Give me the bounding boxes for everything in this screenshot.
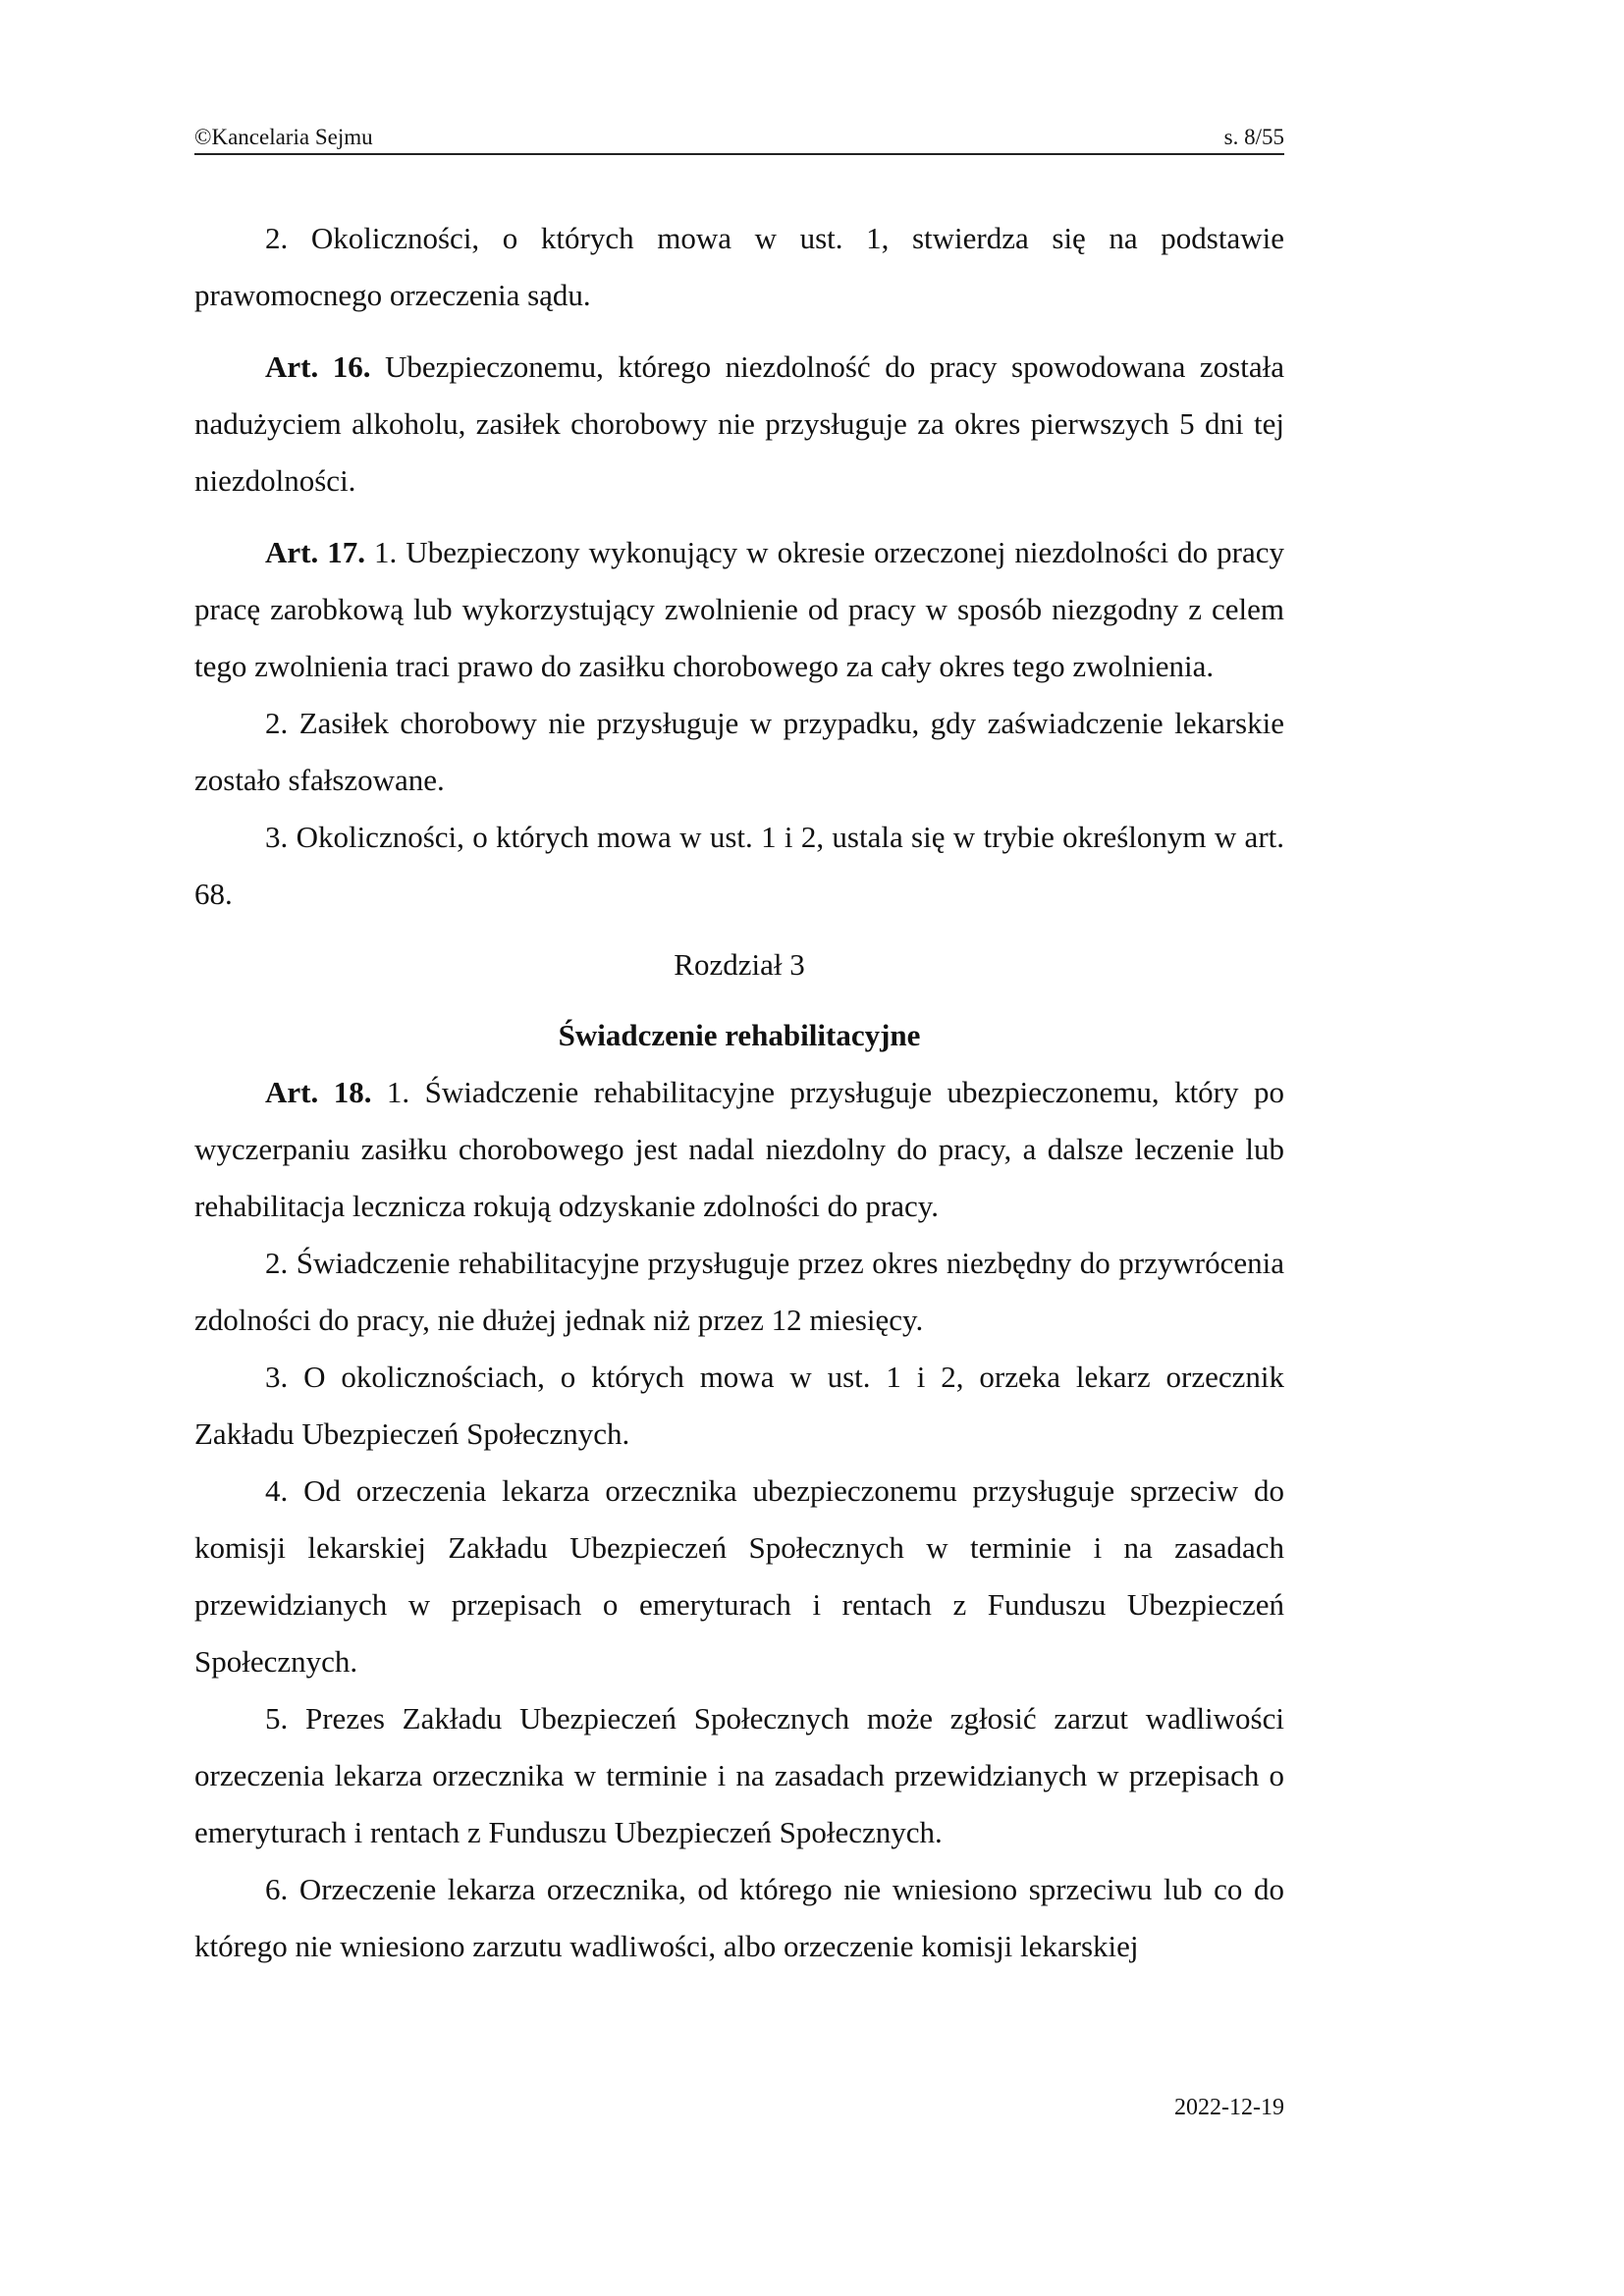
header-publisher: ©Kancelaria Sejmu bbox=[194, 125, 373, 149]
paragraph-text: 1. Ubezpieczony wykonujący w okresie orzeczonej niezdolności do pracy pracę zarobkową lub wykorzystujący zwolnienie od pracy w sposób niezgodny z celem tego zwolnienia traci prawo do zasiłku chorobowego za cały okres tego zwolnienia. bbox=[194, 535, 1284, 683]
paragraph bbox=[194, 1349, 1284, 1463]
paragraph-text: 1. Świadczenie rehabilitacyjne przysługuje ubezpieczonemu, który po wyczerpaniu zasiłku chorobowego jest nadal niezdolny do pracy, a dalsze leczenie lub rehabilitacja lecznicza rokują odzyskanie zdolności do pracy. bbox=[194, 1075, 1284, 1223]
paragraph-text: 4. Od orzeczenia lekarza orzecznika ubezpieczonemu przysługuje sprzeciw do komisji lekarskiej Zakładu Ubezpieczeń Społecznych w terminie i na zasadach przewidzianych w przepisach o emeryturach i rentach z Funduszu Ubezpieczeń Społecznych. bbox=[194, 1473, 1284, 1679]
paragraph-text: 6. Orzeczenie lekarza orzecznika, od którego nie wniesiono sprzeciwu lub co do którego nie wniesiono zarzutu wadliwości, albo orzeczenie komisji lekarskiej bbox=[194, 1872, 1284, 1963]
paragraph bbox=[194, 1861, 1284, 1975]
chapter-number: Rozdział 3 bbox=[674, 947, 805, 982]
paragraph bbox=[194, 1463, 1284, 1690]
article-label: Art. 18. bbox=[265, 1075, 372, 1109]
paragraph-art-16 bbox=[194, 339, 1284, 509]
chapter-title: Świadczenie rehabilitacyjne bbox=[558, 1018, 921, 1052]
document-body bbox=[194, 210, 1284, 1975]
paragraph bbox=[194, 809, 1284, 923]
footer-date: 2022-12-19 bbox=[1174, 2095, 1284, 2120]
paragraph bbox=[194, 210, 1284, 324]
paragraph bbox=[194, 695, 1284, 809]
article-label: Art. 16. bbox=[265, 349, 371, 384]
paragraph-text: 2. Zasiłek chorobowy nie przysługuje w przypadku, gdy zaświadczenie lekarskie zostało sfałszowane. bbox=[194, 706, 1284, 797]
header-page-number: s. 8/55 bbox=[1223, 125, 1284, 149]
paragraph-text: 3. Okoliczności, o których mowa w ust. 1 i 2, ustala się w trybie określonym w art. 68. bbox=[194, 820, 1284, 911]
article-label: Art. 17. bbox=[265, 535, 365, 569]
paragraph-art-18 bbox=[194, 1064, 1284, 1235]
paragraph-art-17 bbox=[194, 524, 1284, 695]
paragraph bbox=[194, 1235, 1284, 1349]
paragraph-text: 2. Okoliczności, o których mowa w ust. 1, stwierdza się na podstawie prawomocnego orzeczenia sądu. bbox=[194, 221, 1284, 312]
paragraph bbox=[194, 1690, 1284, 1861]
paragraph-text: 5. Prezes Zakładu Ubezpieczeń Społecznych może zgłosić zarzut wadliwości orzeczenia lekarza orzecznika w terminie i na zasadach przewidzianych w przepisach o emeryturach i rentach z Funduszu Ubezpieczeń Społecznych. bbox=[194, 1701, 1284, 1849]
paragraph-text: 2. Świadczenie rehabilitacyjne przysługuje przez okres niezbędny do przywrócenia zdolności do pracy, nie dłużej jednak niż przez 12 miesięcy. bbox=[194, 1246, 1284, 1337]
paragraph-text: Ubezpieczonemu, którego niezdolność do pracy spowodowana została nadużyciem alkoholu, zasiłek chorobowy nie przysługuje za okres pierwszych 5 dni tej niezdolności. bbox=[194, 349, 1284, 498]
paragraph-text: 3. O okolicznościach, o których mowa w ust. 1 i 2, orzeka lekarz orzecznik Zakładu Ubezpieczeń Społecznych. bbox=[194, 1360, 1284, 1451]
page-header bbox=[194, 124, 1284, 155]
